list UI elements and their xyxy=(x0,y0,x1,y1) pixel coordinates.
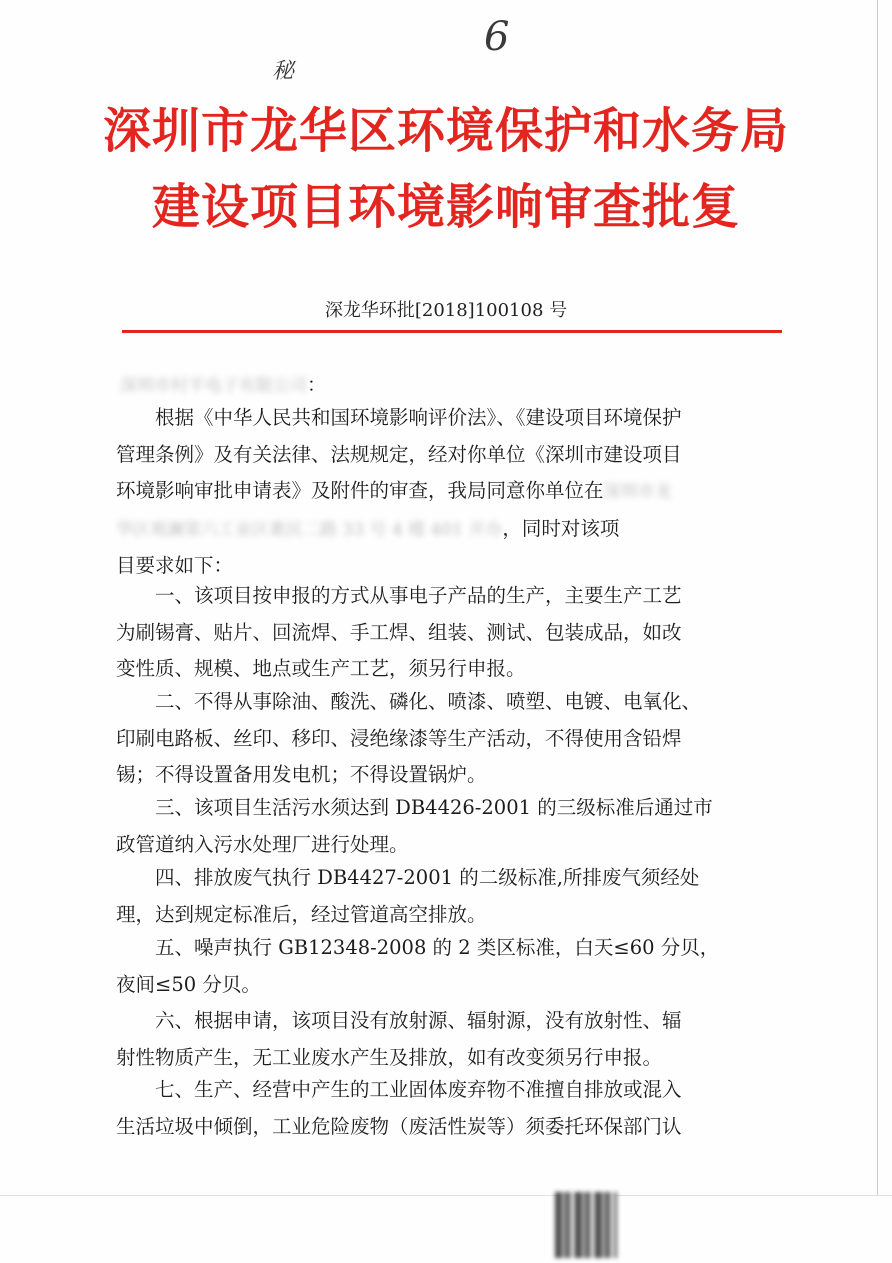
item-line: 七、生产、经营中产生的工业固体废弃物不准擅自排放或混入 xyxy=(155,1078,682,1101)
intro-line xyxy=(116,511,770,549)
intro-line xyxy=(116,473,770,511)
item-line: 一、该项目按申报的方式从事电子产品的生产，主要生产工艺 xyxy=(155,584,682,607)
document-title-line-1: 深圳市龙华区环境保护和水务局 xyxy=(102,103,789,159)
item-5 xyxy=(116,930,770,1003)
item-line: 五、噪声执行 GB12348-2008 的 2 类区标准，白天≤60 分贝， xyxy=(155,936,720,959)
item-6 xyxy=(116,1003,770,1076)
addressee-name-redacted: 深圳市村半电子有限公司 xyxy=(120,376,307,396)
intro-text: 环境影响审批申请表》及附件的审查，我局同意你单位在 xyxy=(116,479,604,502)
document-number: 深龙华环批[2018]100108 号 xyxy=(324,300,568,321)
item-1 xyxy=(116,578,770,688)
intro-line: 根据《中华人民共和国环境影响评价法》、《建设项目环境保护 xyxy=(155,406,682,429)
item-line: 六、根据申请，该项目没有放射源、辐射源，没有放射性、辐 xyxy=(155,1009,682,1032)
item-line: 夜间≤50 分贝。 xyxy=(116,972,261,996)
document-title-line-2: 建设项目环境影响审查批复 xyxy=(151,179,740,235)
item-line: 射性物质产生，无工业废水产生及排放，如有改变须另行申报。 xyxy=(116,1045,663,1069)
item-line: 为刷锡膏、贴片、回流焊、手工焊、组装、测试、包装成品，如改 xyxy=(116,620,682,644)
red-divider xyxy=(122,330,782,333)
address-redacted: 深圳市龙 xyxy=(603,482,672,502)
handwritten-mark: 秘 xyxy=(272,59,293,84)
item-line: 四、排放废气执行 DB4427-2001 的二级标准,所排废气须经处 xyxy=(155,866,700,889)
item-7 xyxy=(116,1072,770,1145)
item-4 xyxy=(116,860,770,933)
item-line: 印刷电路板、丝印、移印、浸绝缘漆等生产活动，不得使用含铅焊 xyxy=(116,726,682,750)
item-line: 生活垃圾中倾倒，工业危险废物（废活性炭等）须委托环保部门认 xyxy=(116,1114,682,1138)
intro-text: ，同时对该项 xyxy=(502,516,620,540)
address-redacted: 华区观澜第六工业区裹民二路 33 号 4 楼 401 开办 xyxy=(116,519,503,540)
handwritten-page-number: 6 xyxy=(484,14,510,60)
item-line: 二、不得从事除油、酸洗、磷化、喷漆、喷塑、电镀、电氧化、 xyxy=(155,690,702,713)
intro-line: 目要求如下： xyxy=(116,554,234,577)
intro-line: 管理条例》及有关法律、法规规定，经对你单位《深圳市建设项目 xyxy=(116,442,682,466)
qr-code-redacted xyxy=(555,1192,617,1258)
item-2 xyxy=(116,684,770,794)
item-line: 政管道纳入污水处理厂进行处理。 xyxy=(116,832,409,856)
item-3 xyxy=(116,790,770,863)
item-line: 三、该项目生活污水须达到 DB4426-2001 的三级标准后通过市 xyxy=(155,796,713,819)
addressee-suffix: ： xyxy=(307,374,327,396)
item-line: 锡；不得设置备用发电机；不得设置锅炉。 xyxy=(116,763,487,786)
addressee xyxy=(120,370,326,397)
scan-edge-bottom xyxy=(0,1195,892,1196)
scan-edge xyxy=(877,0,878,1195)
item-line: 理，达到规定标准后，经过管道高空排放。 xyxy=(116,902,487,926)
intro-paragraph xyxy=(116,400,770,585)
item-line: 变性质、规模、地点或生产工艺，须另行申报。 xyxy=(116,657,526,680)
